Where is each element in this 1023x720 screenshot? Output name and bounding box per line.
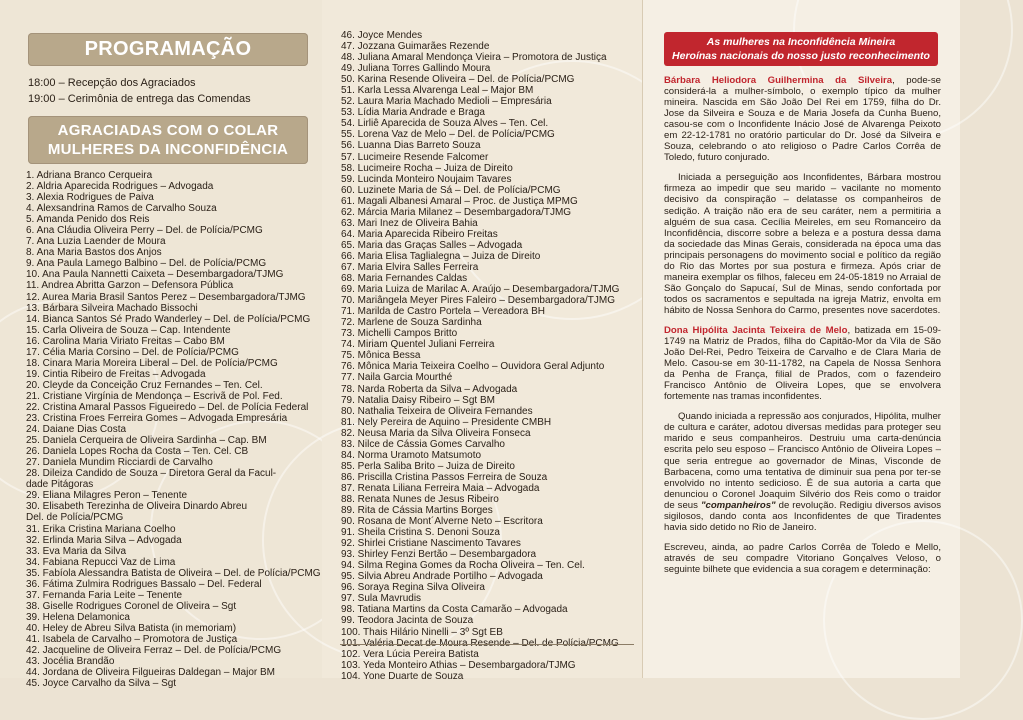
honoree-item: 33. Eva Maria da Silva xyxy=(26,545,127,557)
honoree-item: 86. Priscilla Cristina Passos Ferreira de Souza xyxy=(341,471,548,483)
honoree-item: 12. Aurea Maria Brasil Santos Perez – Desembargadora/TJMG xyxy=(26,291,306,303)
honoree-item: 95. Silvia Abreu Andrade Portilho – Advogada xyxy=(341,571,543,583)
honoree-item: 103. Yeda Monteiro Athias – Desembargadora/TJMG xyxy=(341,659,576,671)
honoree-item: 35. Fabíola Alessandra Batista de Oliveira – Del. de Polícia/PCMG xyxy=(26,567,321,579)
honoree-item: 23. Cristina Froes Ferreira Gomes – Advogada Empresária xyxy=(26,413,288,425)
honoree-item: 8. Ana Maria Bastos dos Anjos xyxy=(26,247,162,259)
honoree-item: 30. Elisabeth Terezinha de Oliveira Dinardo Abreu xyxy=(26,501,248,513)
honoree-item: 46. Joyce Mendes xyxy=(341,30,423,41)
hipolita-paragraph-2 xyxy=(664,411,941,533)
hipolita-text: , batizada em 15-09-1749 na Matriz de Prados, filha do Capitão-Mor da Vila de São João Del-Rei, Pedro Teixeira de Carvalho e de Clara Maria de Melo. Casou-se em 30-11-1782, na Capela de Nossa Senhora da Penha de França, filial de Prados, com o fazendeiro Francisco Antônio de Oliveira Lopes, que se envolvera fortemente nas tramas inconfidentes. xyxy=(664,324,941,403)
honoree-item: 100. Thais Hilário Ninelli – 3º Sgt EB xyxy=(341,626,503,638)
honoree-item: 47. Jozzana Guimarães Rezende xyxy=(341,41,490,53)
honoree-item: 51. Karla Lessa Alvarenga Leal – Major BM xyxy=(341,85,534,97)
honoree-item: 10. Ana Paula Nannetti Caixeta – Desembargadora/TJMG xyxy=(26,269,284,281)
honoree-list-1 xyxy=(26,170,322,689)
honoree-item: 80. Nathalia Teixeira de Oliveira Fernandes xyxy=(341,405,533,417)
honoree-item: 102. Vera Lúcia Pereira Batista xyxy=(341,648,479,660)
honoree-item: 49. Juliana Torres Gallindo Moura xyxy=(341,63,491,75)
honoree-item: 54. Lirliê Aparecida de Souza Alves – Ten. Cel. xyxy=(341,118,549,130)
honoree-item: 81. Nely Pereira de Aquino – Presidente CMBH xyxy=(341,416,552,428)
honoree-item: 60. Luzinete Maria de Sá – Del. de Polícia/PCMG xyxy=(341,184,561,196)
honoree-item: 6. Ana Cláudia Oliveira Perry – Del. de Polícia/PCMG xyxy=(26,225,263,237)
honoree-item: 65. Maria das Graças Salles – Advogada xyxy=(341,239,523,251)
honoree-item: 66. Maria Elisa Taglialegna – Juiza de Direito xyxy=(341,250,541,262)
honoree-list-2 xyxy=(341,30,641,682)
honoree-item: 72. Marlene de Souza Sardinha xyxy=(341,317,482,329)
honoree-item: 41. Isabela de Carvalho – Promotora de Justiça xyxy=(26,633,238,645)
honoree-item: 28. Dileiza Candido de Souza – Diretora Geral da Facul- xyxy=(26,468,277,480)
honoree-item: 97. Sula Mavrudis xyxy=(341,593,422,605)
honoree-item: 4. Alexsandrina Ramos de Carvalho Souza xyxy=(26,203,217,215)
honoree-item: 67. Maria Elvira Salles Ferreira xyxy=(341,261,479,273)
honoree-item: 48. Juliana Amaral Mendonça Vieira – Promotora de Justiça xyxy=(341,52,607,64)
honoree-item: dade Pitágoras xyxy=(26,479,94,491)
honoree-item: 27. Daniela Mundim Ricciardi de Carvalho xyxy=(26,457,213,469)
honoree-item: 61. Magali Albanesi Amaral – Proc. de Justiça MPMG xyxy=(341,195,578,207)
mulheres-title-line2: Heroínas nacionais do nosso justo reconhecimento xyxy=(672,50,930,62)
honoree-item: 83. Nilce de Cássia Gomes Carvalho xyxy=(341,438,505,450)
honoree-item: 42. Jacqueline de Oliveira Ferraz – Del. de Polícia/PCMG xyxy=(26,645,282,657)
honoree-item: 22. Cristina Amaral Passos Figueiredo – Del. de Polícia Federal xyxy=(26,401,309,413)
honoree-item: 84. Norma Uramoto Matsumoto xyxy=(341,449,482,461)
honoree-item: 56. Luanna Dias Barreto Souza xyxy=(341,140,481,152)
honoree-item: 40. Heley de Abreu Silva Batista (in memoriam) xyxy=(26,622,237,634)
honoree-item: 19. Cintia Ribeiro de Freitas – Advogada xyxy=(26,368,206,380)
honoree-item: 21. Cristiane Virgínia de Mendonça – Escrivã de Pol. Fed. xyxy=(26,390,283,402)
honoree-item: 74. Miriam Quentel Juliani Ferreira xyxy=(341,339,495,351)
honoree-item: 82. Neusa Maria da Silva Oliveira Fonseca xyxy=(341,427,531,439)
honoree-item: 91. Sheila Cristina S. Denoni Souza xyxy=(341,527,500,539)
honoree-item: 37. Fernanda Faria Leite – Tenente xyxy=(26,589,183,601)
programacao-banner: PROGRAMAÇÃO xyxy=(28,33,308,66)
honoree-item: 99. Teodora Jacinta de Souza xyxy=(341,615,474,627)
honoree-item: 55. Lorena Vaz de Melo – Del. de Polícia/PCMG xyxy=(341,129,555,141)
honoree-item: 98. Tatiana Martins da Costa Camarão – Advogada xyxy=(341,604,568,616)
honoree-item: 53. Lídia Maria Andrade e Braga xyxy=(341,107,485,119)
honoree-item: 63. Mari Inez de Oliveira Bahia xyxy=(341,217,478,229)
honoree-item: 75. Mônica Bessa xyxy=(341,350,421,362)
barbara-name: Bárbara Heliodora Guilhermina da Silveira xyxy=(664,75,893,86)
honoree-item: 68. Maria Fernandes Caldas xyxy=(341,273,468,285)
barbara-text: , pode-se considerá-la a mulher-símbolo, o exemplo típico da mulher mineira. Nascida em São João Del Rei em 1759, filha do Dr. Jose da Silveira e Souza e de Maria Josefa da Cunha Bueno, casou-se com o Inconfidente Inácio José de Alvarenga Peixoto em 22-12-1781 no oratório particular do Dr. José da Silveira e Souza, celebrando o ato religioso o Padre Carlos Corrêa de Toledo, futuro conjurado. xyxy=(664,75,941,164)
honoree-item: 88. Renata Nunes de Jesus Ribeiro xyxy=(341,493,499,505)
agraciadas-banner xyxy=(28,116,308,164)
hipolita-paragraph-3: Escreveu, ainda, ao padre Carlos Corrêa de Toledo e Mello, através de seu compadre Vitoriano Gonçalves Veloso, o seguinte bilhete que evidencia a sua coragem e determinação: xyxy=(664,541,941,575)
honoree-item: 11. Andrea Abritta Garzon – Defensora Pública xyxy=(26,280,234,292)
honoree-item: 45. Joyce Carvalho da Silva – Sgt xyxy=(26,678,177,690)
honoree-item: 77. Naila Garcia Mourthé xyxy=(341,372,453,384)
honoree-item: 24. Daiane Dias Costa xyxy=(26,424,127,436)
hipolita-quote: "companheiros" xyxy=(700,499,776,511)
honoree-item: 5. Amanda Penido dos Reis xyxy=(26,214,150,226)
honoree-item: 7. Ana Luzia Laender de Moura xyxy=(26,236,166,248)
honoree-item: 90. Rosana de Mont´Alverne Neto – Escritora xyxy=(341,516,543,528)
mulheres-banner xyxy=(664,32,938,66)
honoree-item: 87. Renata Liliana Ferreira Maia – Advogada xyxy=(341,482,540,494)
honoree-item: 18. Cinara Maria Moreira Liberal – Del. de Polícia/PCMG xyxy=(26,357,278,369)
agraciadas-title-line1: AGRACIADAS COM O COLAR xyxy=(57,122,279,139)
honoree-item: 57. Lucimeire Resende Falcomer xyxy=(341,151,489,163)
honoree-item: 94. Silma Regina Gomes da Rocha Oliveira – Ten. Cel. xyxy=(341,560,585,572)
mulheres-title-line1: As mulheres na Inconfidência Mineira xyxy=(706,36,896,48)
barbara-paragraph-2: Iniciada a perseguição aos Inconfidentes, Bárbara mostrou firmeza ao impedir que seu marido – vacilante no momento decisivo da conspiração – delatasse os companheiros de sedição. A traição não era de seu caráter, nem a permitiria a alguém de sua casa. Cecília Meireles, em seu Romanceiro da Inconfidência, discorre sobre a beleza e a postura dessa dama da sociedade das Minas Gerais, considerada na época uma das principais personagens do movimento social e político da região do Rio das Mortes por sua postura e firmeza. Após criar de maneira exemplar os filhos, faleceu em 24-05-1819 no Arraial de São Gonçalo do Sapucaí, Sul de Minas, sendo confortada por todos os sacramentos e sepultada na igreja Matriz, envolta em hábito de Nossa Senhora do Carmo, presentes nove sacerdotes. xyxy=(664,172,941,316)
biography-text xyxy=(664,75,941,575)
honoree-item: 44. Jordana de Oliveira Filgueiras Daldegan – Major BM xyxy=(26,667,276,679)
honoree-item: 13. Bárbara Silveira Machado Bissochi xyxy=(26,302,198,314)
honoree-item: 39. Helena Delamonica xyxy=(26,611,130,623)
honoree-item: 58. Lucimeire Rocha – Juiza de Direito xyxy=(341,162,513,174)
honoree-item: 104. Yone Duarte de Souza xyxy=(341,670,464,682)
honoree-item: 62. Márcia Maria Milanez – Desembargadora/TJMG xyxy=(341,206,572,218)
honoree-item: 15. Carla Oliveira de Souza – Cap. Intendente xyxy=(26,324,231,336)
honoree-item: 52. Laura Maria Machado Medioli – Empresária xyxy=(341,96,552,108)
honoree-item: 69. Maria Luiza de Marilac A. Araújo – Desembargadora/TJMG xyxy=(341,284,620,296)
honoree-item: 31. Erika Cristina Mariana Coelho xyxy=(26,523,176,535)
honoree-item: 96. Soraya Regina Silva Oliveira xyxy=(341,582,485,594)
honoree-item: 3. Alexia Rodrigues de Paiva xyxy=(26,192,154,204)
honoree-item: 64. Maria Aparecida Ribeiro Freitas xyxy=(341,228,498,240)
honoree-item: 85. Perla Saliba Brito – Juiza de Direito xyxy=(341,460,515,472)
honoree-item: 71. Marilda de Castro Portela – Vereadora BH xyxy=(341,306,545,318)
honoree-item: 32. Erlinda Maria Silva – Advogada xyxy=(26,534,182,546)
honoree-item: 59. Lucinda Monteiro Noujaim Tavares xyxy=(341,173,512,185)
honoree-item: 70. Mariângela Meyer Pires Faleiro – Desembargadora/TJMG xyxy=(341,295,615,307)
hipolita-text-2b: de revolução. Redigiu diversos avisos sigilosos, dando conta aos Inconfidentes de que Tiradentes havia sido detido no Rio de Janeiro. xyxy=(664,499,941,533)
schedule-item: 18:00 – Recepção dos Agraciados xyxy=(28,77,196,89)
honoree-item: 29. Eliana Milagres Peron – Tenente xyxy=(26,490,188,502)
honoree-item: 43. Jocélia Brandão xyxy=(26,656,115,668)
honoree-item: 26. Daniela Lopes Rocha da Costa – Ten. Cel. CB xyxy=(26,446,249,458)
honoree-item: 38. Giselle Rodrigues Coronel de Oliveira – Sgt xyxy=(26,600,237,612)
honoree-item: 36. Fátima Zulmira Rodrigues Bassalo – Del. Federal xyxy=(26,578,262,590)
honoree-item: 89. Rita de Cássia Martins Borges xyxy=(341,505,493,517)
honoree-item: 2. Aldria Aparecida Rodrigues – Advogada xyxy=(26,181,214,193)
honoree-item: 1. Adriana Branco Cerqueira xyxy=(26,170,153,181)
hipolita-name: Dona Hipólita Jacinta Teixeira de Melo xyxy=(664,324,848,336)
honoree-item: 50. Karina Resende Oliveira – Del. de Polícia/PCMG xyxy=(341,74,575,86)
agraciadas-title-line2: MULHERES DA INCONFIDÊNCIA xyxy=(47,141,289,158)
honoree-item: 78. Narda Roberta da Silva – Advogada xyxy=(341,383,518,395)
honoree-item: 9. Ana Paula Lamego Balbino – Del. de Polícia/PCMG xyxy=(26,258,267,270)
hipolita-text-2a: Quando iniciada a repressão aos conjurados, Hipólita, mulher de cultura e caráter, adotou diversas medidas para proteger seu marido e seus companheiros. Destruiu uma carta-denúncia escrita pelo seu esposo – Francisco Antônio de Oliveira Lopes – que seria entregue ao governador de Minas, Visconde de Barbacena, como uma tentativa de diminuir sua pena por ter-se envolvido no intento sedicioso. É de sua autoria a carta que denunciou o Coronel Joaquim Silvério dos Reis como o traidor de seus xyxy=(664,411,941,511)
honoree-item: 76. Mônica Maria Teixeira Coelho – Ouvidora Geral Adjunto xyxy=(341,361,605,373)
honoree-item: 14. Bianca Santos Sé Prado Wanderley – Del. de Polícia/PCMG xyxy=(26,313,311,325)
honoree-item: Del. de Polícia/PCMG xyxy=(26,512,124,524)
honoree-item: 73. Michelli Campos Britto xyxy=(341,328,458,340)
honoree-item: 25. Daniela Cerqueira de Oliveira Sardinha – Cap. BM xyxy=(26,435,267,447)
honoree-item: 101. Valéria Decat de Moura Resende – Del. de Polícia/PCMG xyxy=(341,637,619,649)
hipolita-paragraph xyxy=(664,325,941,402)
schedule-item: 19:00 – Cerimônia de entrega das Comendas xyxy=(28,93,251,105)
honoree-item: 34. Fabiana Repucci Vaz de Lima xyxy=(26,556,176,568)
honoree-item: 16. Carolina Maria Viriato Freitas – Cabo BM xyxy=(26,335,225,347)
honoree-item: 79. Natalia Daisy Ribeiro – Sgt BM xyxy=(341,394,495,406)
honoree-item: 92. Shirlei Cristiane Nascimento Tavares xyxy=(341,538,521,550)
honoree-item: 20. Cleyde da Conceição Cruz Fernandes – Ten. Cel. xyxy=(26,379,263,391)
list-end-divider xyxy=(340,644,634,645)
honoree-item: 17. Célia Maria Corsino – Del. de Polícia/PCMG xyxy=(26,346,239,358)
honoree-item: 93. Shirley Fenzi Bertão – Desembargadora xyxy=(341,549,537,561)
barbara-paragraph xyxy=(664,75,941,163)
